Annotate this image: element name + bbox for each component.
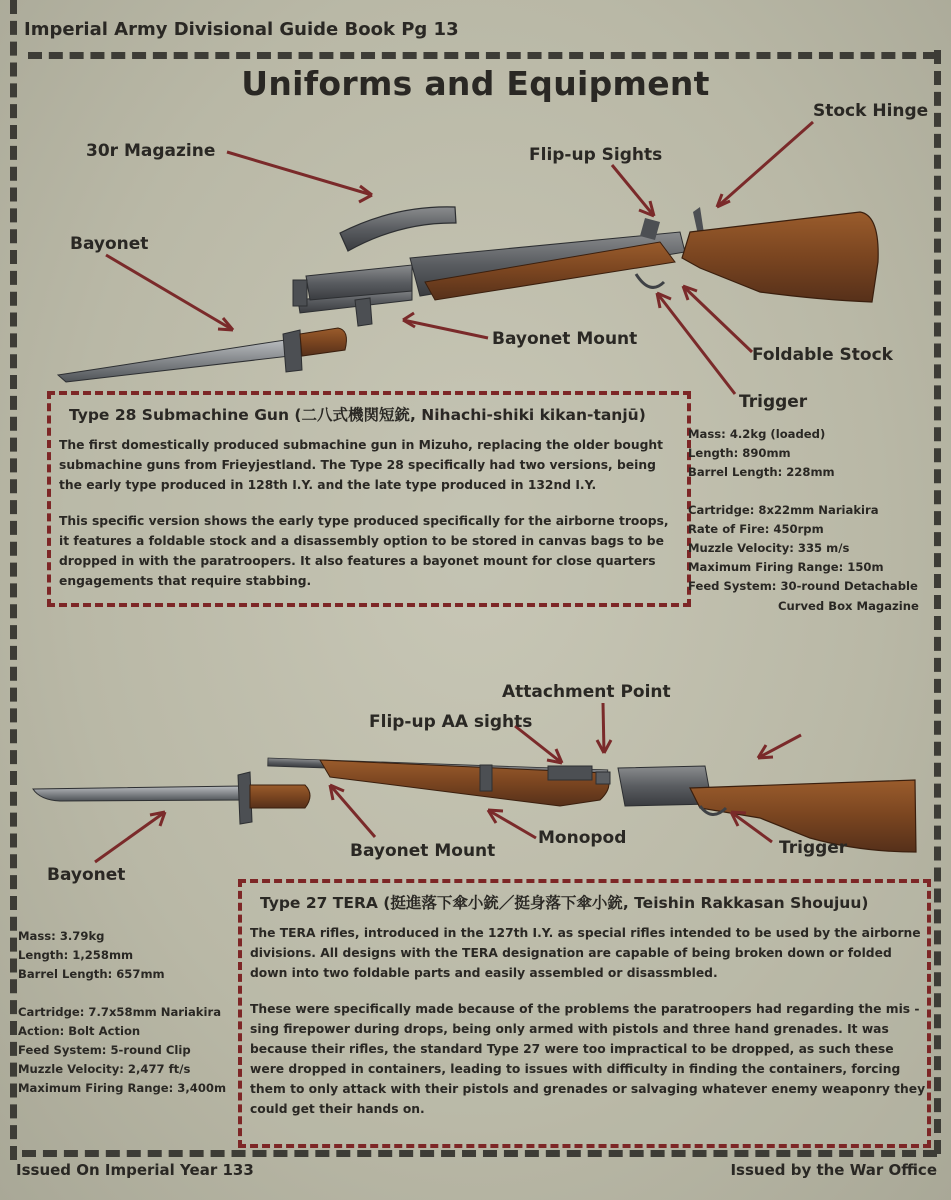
- spec-feed-system: Feed System: 30-round Detachable: [688, 579, 918, 594]
- type28-paragraph: The first domestically produced submachine gun in Mizuho, replacing the older bought submachine guns from Frieyjestland. The Type 28 specifically had two versions, being the early type produced in 128th I.Y. and the late type produced in 132nd I.Y.: [59, 438, 664, 492]
- spec-barrel-length: Barrel Length: 228mm: [688, 465, 835, 480]
- spec-length: Length: 1,258mm: [18, 948, 134, 963]
- type28-bayonet-drawing: [58, 328, 346, 382]
- label-bayonet-tera: Bayonet: [47, 865, 126, 885]
- spec-action: Action: Bolt Action: [18, 1023, 141, 1038]
- spec-length: Length: 890mm: [688, 446, 791, 461]
- spec-muzzle-velocity: Muzzle Velocity: 335 m/s: [688, 541, 850, 556]
- label-monopod: Monopod: [538, 828, 627, 848]
- tera-specs: [18, 927, 226, 1099]
- spec-mass: Mass: 4.2kg (loaded): [688, 427, 826, 441]
- tera-barrel-section-drawing: [268, 758, 610, 806]
- page-title: Uniforms and Equipment: [241, 64, 710, 103]
- label-foldable-stock: Foldable Stock: [752, 345, 893, 365]
- label-flip-up-aa-sights: Flip-up AA sights: [369, 712, 533, 732]
- spec-max-range: Maximum Firing Range: 150m: [688, 560, 884, 575]
- footer-issued-on: Issued On Imperial Year 133: [16, 1161, 254, 1179]
- tera-paragraph: These were specifically made because of the problems the paratroopers had regarding the mis -sing firepower during drops, being only armed with pistols and three hand grenades. It was because their rifles, the standard Type 27 were too impractical to be dropped, as such these were dropped in containers, leading to issues with difficulty in finding the containers, forcing them to only attack with their pistols and grenades or salvaging whatever enemy weaponry they could get their hands on.: [250, 1002, 926, 1116]
- type28-info-box: [47, 391, 691, 607]
- spec-cartridge: Cartridge: 8x22mm Nariakira: [688, 502, 879, 517]
- book-title: Imperial Army Divisional Guide Book Pg 13: [24, 19, 459, 40]
- spec-mass: Mass: 3.79kg: [18, 929, 105, 943]
- label-flip-up-sights: Flip-up Sights: [529, 145, 663, 165]
- label-bayonet-mount-tera: Bayonet Mount: [350, 841, 496, 861]
- tera-title: Type 27 TERA (挺進落下傘小銃／挺身落下傘小銃, Teishin Rakkasan Shoujuu): [260, 894, 869, 912]
- label-bayonet-mount-type28: Bayonet Mount: [492, 329, 638, 349]
- type28-paragraph: This specific version shows the early type produced specifically for the airborne troops, it features a foldable stock and a disassembly option to be stored in canvas bags to be dropped in with the paratroopers. It also features a bayonet mount for close quarters engagements that require stabbing.: [59, 514, 669, 588]
- tera-bayonet-drawing: [33, 772, 310, 824]
- type28-specs: [688, 425, 919, 616]
- type28-magazine-drawing: [340, 207, 456, 251]
- footer-issued-by: Issued by the War Office: [730, 1161, 937, 1179]
- spec-rate-of-fire: Rate of Fire: 450rpm: [688, 521, 824, 536]
- label-attachment-point: Attachment Point: [502, 682, 671, 702]
- type28-title: Type 28 Submachine Gun (二八式機関短銃, Nihachi-shiki kikan-tanjū): [69, 406, 646, 424]
- label-trigger-type28: Trigger: [739, 392, 808, 412]
- label-bayonet-type28: Bayonet: [70, 234, 149, 254]
- tera-info-box: [238, 879, 931, 1148]
- spec-max-range: Maximum Firing Range: 3,400m: [18, 1081, 227, 1096]
- label-stock-hinge: Stock Hinge: [813, 101, 929, 121]
- label-30r-magazine: 30r Magazine: [86, 141, 216, 161]
- spec-barrel-length: Barrel Length: 657mm: [18, 967, 165, 982]
- label-trigger-tera: Trigger: [779, 838, 848, 858]
- spec-feed-system-cont: Curved Box Magazine: [778, 598, 919, 613]
- spec-feed-system: Feed System: 5-round Clip: [18, 1043, 191, 1058]
- tera-paragraph: The TERA rifles, introduced in the 127th I.Y. as special rifles intended to be used by the airborne divisions. All designs with the TERA designation are capable of being broken down or folded down into two foldable parts and easily assembled or disassmbled.: [250, 926, 921, 980]
- spec-muzzle-velocity: Muzzle Velocity: 2,477 ft/s: [18, 1062, 191, 1077]
- spec-cartridge: Cartridge: 7.7x58mm Nariakira: [18, 1004, 222, 1019]
